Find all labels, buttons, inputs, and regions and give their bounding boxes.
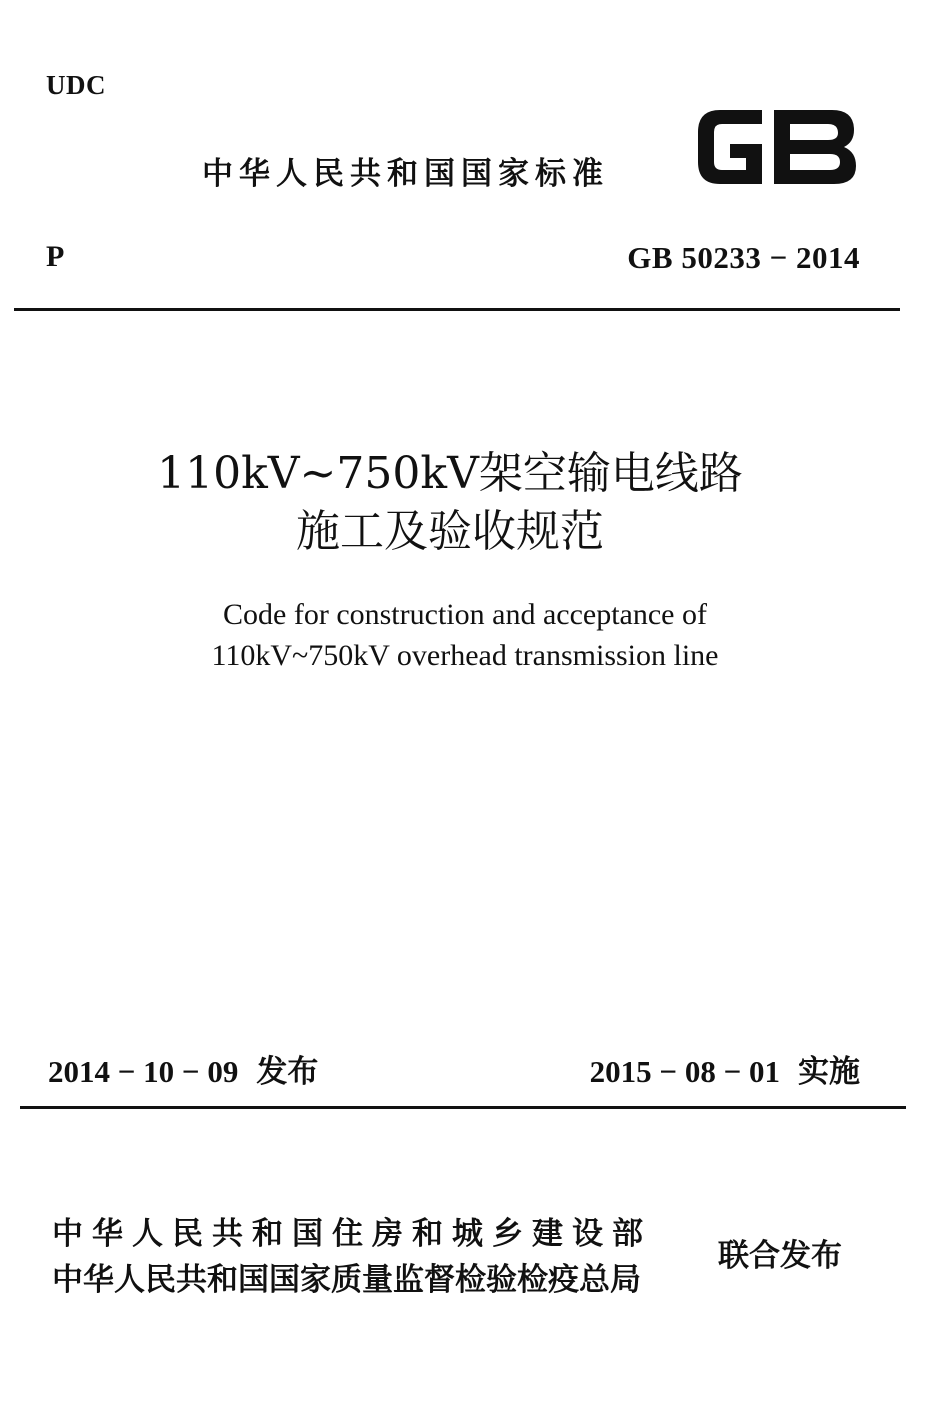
issue-date: 2014 − 10 − 09 bbox=[48, 1054, 239, 1089]
issue-label: 发布 bbox=[256, 1054, 319, 1090]
issuer-line1: 中华人民共和国住房和城乡建设部 bbox=[52, 1216, 652, 1252]
issuer-line2: 中华人民共和国国家质量监督检验检疫总局 bbox=[52, 1262, 641, 1298]
title-cn-line1: 110kV~750kV架空输电线路 bbox=[157, 448, 743, 499]
joint-issue-label: 联合发布 bbox=[718, 1238, 842, 1274]
title-en-line2: 110kV~750kV overhead transmission line bbox=[211, 639, 719, 672]
standard-number: GB 50233 − 2014 bbox=[627, 240, 860, 275]
udc-label: UDC bbox=[46, 70, 106, 100]
issue-date-block bbox=[48, 1046, 318, 1091]
national-standard-heading: 中华人民共和国国家标准 bbox=[202, 156, 609, 192]
title-en-line1: Code for construction and acceptance of bbox=[223, 598, 707, 631]
effective-label: 实施 bbox=[798, 1054, 860, 1090]
bottom-divider bbox=[20, 1106, 906, 1109]
gb-standard-logo-icon bbox=[692, 104, 862, 190]
effective-date: 2015 − 08 − 01 bbox=[589, 1054, 780, 1089]
category-code: P bbox=[46, 240, 65, 273]
effective-date-block bbox=[590, 1046, 860, 1091]
top-divider bbox=[14, 308, 900, 311]
title-cn-line2: 施工及验收规范 bbox=[296, 506, 604, 557]
